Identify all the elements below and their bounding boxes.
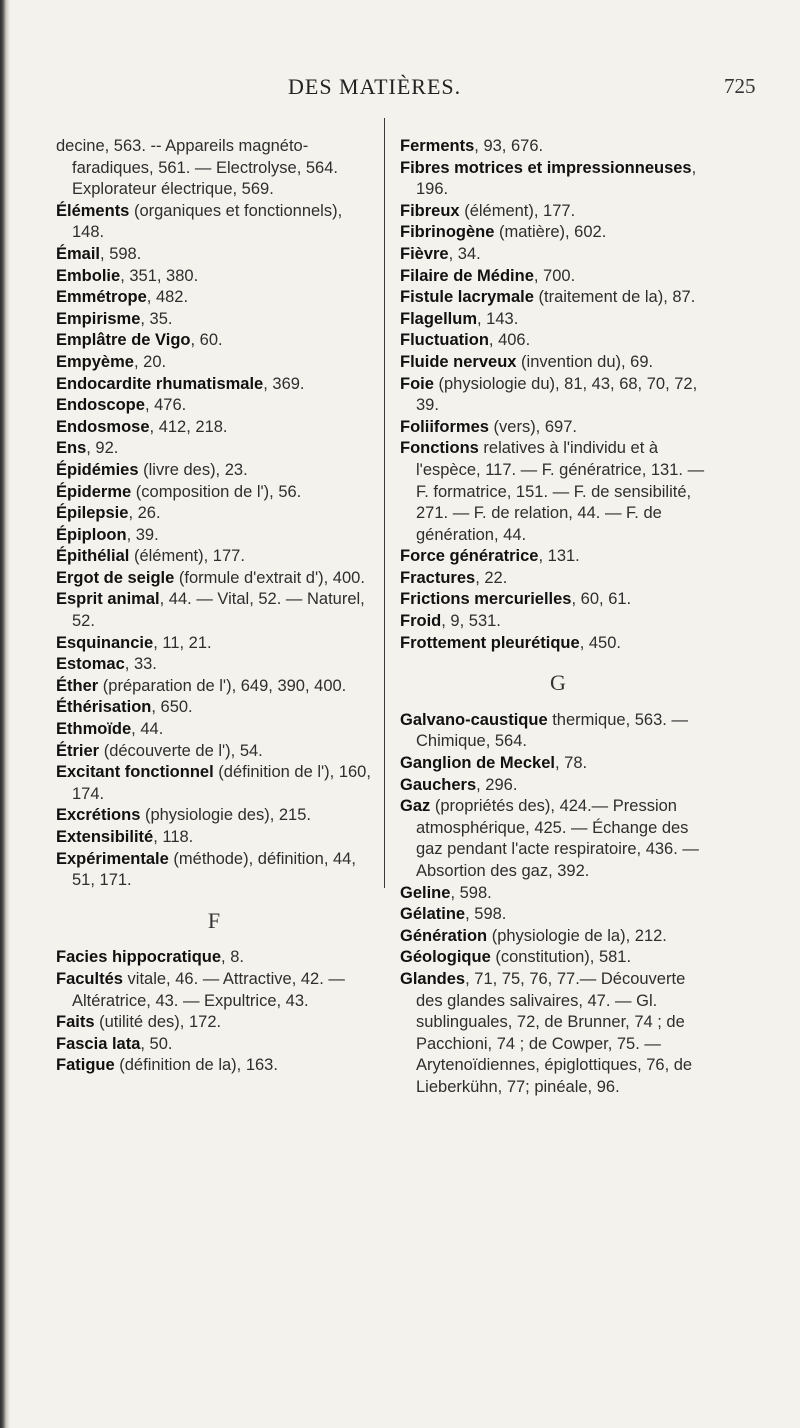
- index-references: , 44.: [131, 720, 164, 739]
- index-entry: [56, 287, 372, 309]
- index-references: , 35.: [140, 309, 173, 328]
- index-references: , 9, 531.: [441, 612, 501, 631]
- index-references: , 351, 380.: [120, 266, 199, 285]
- index-references: vitale, 46. — Attractive, 42. — Altératrice, 43. — Expultrice, 43.: [72, 969, 345, 1010]
- index-references: , 598.: [465, 905, 507, 924]
- left-entries-b: [56, 947, 372, 1077]
- index-entry: [56, 244, 372, 266]
- index-term: Fistule lacrymale: [400, 288, 534, 307]
- index-references: (composition de l'), 56.: [131, 482, 302, 501]
- index-references: , 369.: [263, 374, 305, 393]
- index-term: Génération: [400, 926, 488, 945]
- index-references: , 11, 21.: [153, 633, 212, 652]
- index-term: Fibrinogène: [400, 223, 495, 242]
- index-term: Esprit animal: [56, 590, 160, 609]
- index-references: , 92.: [86, 439, 119, 458]
- index-entry: [400, 222, 716, 244]
- index-term: Fluide nerveux: [400, 352, 517, 371]
- running-head-title: DES MATIÈRES.: [288, 74, 462, 99]
- index-entry: [400, 374, 716, 417]
- index-references: , 482.: [146, 288, 189, 307]
- column-divider: [384, 118, 385, 888]
- index-term: Gauchers: [400, 775, 477, 794]
- index-references: (formule d'extrait d'), 400.: [174, 568, 365, 587]
- index-term: Éléments: [56, 201, 130, 220]
- index-term: Fluctuation: [400, 331, 489, 350]
- index-references: , 22.: [475, 568, 508, 587]
- index-term: Fibreux: [400, 201, 460, 220]
- index-entry: [400, 287, 716, 309]
- index-term: Épilepsie: [56, 504, 129, 523]
- index-term: Filaire de Médine: [400, 266, 534, 285]
- index-references: (utilité des), 172.: [94, 1013, 222, 1032]
- index-term: Étrier: [56, 741, 100, 760]
- index-entry: [400, 753, 716, 775]
- index-term: Fonctions: [400, 439, 479, 458]
- index-term: Ferments: [400, 137, 475, 155]
- index-entry: [56, 309, 372, 331]
- index-term: Ergot de seigle: [56, 568, 175, 587]
- index-entry: [56, 201, 372, 244]
- index-entry: [400, 438, 716, 546]
- index-term: Extensibilité: [56, 828, 154, 846]
- index-term: Ethmoïde: [56, 720, 132, 739]
- index-references: thermique, 563. — Chimique, 564.: [416, 710, 688, 751]
- index-term: Fatigue: [56, 1056, 115, 1075]
- index-references: , 650.: [151, 698, 193, 717]
- index-entry: [400, 568, 716, 590]
- index-entry: [56, 568, 372, 590]
- index-references: (propriétés des), 424.— Pression atmosphérique, 425. — Échange des gaz pendant l'acte respiratoire, 436. — Absortion des gaz, 392.: [416, 797, 699, 880]
- index-references: relatives à l'individu et à l'espèce, 117. — F. génératrice, 131. — F. formatrice, 151. — F. de sensibilité, 271. — F. de relation, 44. — F. de génération, 44.: [416, 439, 705, 544]
- index-term: Galvano-caustique: [400, 710, 548, 729]
- index-entry: [56, 525, 372, 547]
- index-entry: [400, 710, 716, 753]
- index-references: , 118.: [153, 828, 194, 846]
- index-entry: [56, 762, 372, 805]
- index-term: Emmétrope: [56, 288, 147, 307]
- index-references: , 33.: [124, 655, 157, 674]
- index-entry: [400, 266, 716, 288]
- index-term: Estomac: [56, 655, 125, 674]
- running-head: [0, 0, 800, 99]
- index-term: Fractures: [400, 568, 476, 587]
- index-entry: [56, 589, 372, 632]
- index-references: (physiologie de la), 212.: [487, 926, 667, 945]
- index-references: (invention du), 69.: [516, 352, 654, 371]
- index-entry: [400, 309, 716, 331]
- index-entry: [56, 546, 372, 568]
- index-term: Embolie: [56, 266, 121, 285]
- index-entry: [56, 503, 372, 525]
- index-term: Foliiformes: [400, 417, 489, 436]
- index-entry: [400, 330, 716, 352]
- index-entry: [400, 589, 716, 611]
- index-term: Emplâtre de Vigo: [56, 331, 191, 350]
- binding-edge: [0, 0, 10, 1428]
- right-entries-a: [400, 136, 716, 654]
- index-term: Gélatine: [400, 905, 466, 924]
- index-entry: [400, 136, 716, 158]
- index-references: (constitution), 581.: [490, 948, 632, 967]
- index-entry: [400, 926, 716, 948]
- index-entry: [56, 805, 372, 827]
- index-references: (vers), 697.: [488, 417, 577, 436]
- index-entry: [56, 676, 372, 698]
- index-references: , 78.: [554, 754, 588, 773]
- left-column: [56, 136, 372, 1077]
- index-entry: [56, 352, 372, 374]
- index-term: Émail: [56, 244, 101, 263]
- index-entry: [56, 697, 372, 719]
- section-letter-f: F: [207, 907, 221, 933]
- left-entries-a: [56, 136, 372, 892]
- index-term: Épiderme: [56, 482, 132, 501]
- index-entry: [400, 969, 716, 1099]
- index-term: Excitant fonctionnel: [56, 763, 214, 782]
- index-references: , 476.: [144, 396, 187, 415]
- index-term: Frictions mercurielles: [400, 590, 572, 609]
- index-term: Gaz: [400, 797, 431, 816]
- index-term: Facies hippocratique: [56, 948, 222, 967]
- index-term: Ens: [56, 439, 87, 458]
- index-references: , 143.: [477, 309, 519, 328]
- index-references: , 412, 218.: [149, 417, 228, 436]
- index-entry: [400, 947, 716, 969]
- index-entry: [56, 969, 372, 1012]
- index-term: Fascia lata: [56, 1034, 141, 1053]
- index-entry: [56, 136, 372, 201]
- index-term: Endoscope: [56, 396, 145, 415]
- index-entry: [400, 775, 716, 797]
- index-references: (méthode), définition, 44, 51, 171.: [72, 849, 356, 890]
- index-term: Éther: [56, 676, 99, 695]
- index-entry: [400, 244, 716, 266]
- index-references: , 598.: [100, 244, 142, 263]
- index-term: Épiploon: [56, 525, 127, 544]
- index-references: (préparation de l'), 649, 390, 400.: [98, 676, 347, 695]
- index-term: Foie: [400, 374, 434, 393]
- index-entry: [56, 654, 372, 676]
- index-entry: [56, 1012, 372, 1034]
- index-entry: [56, 395, 372, 417]
- index-entry: [400, 546, 716, 568]
- index-references: , 50.: [140, 1034, 173, 1053]
- index-references: (définition de la), 163.: [114, 1056, 278, 1075]
- index-entry: [400, 883, 716, 905]
- index-entry: [56, 482, 372, 504]
- index-references: (définition de l'), 160, 174.: [72, 763, 371, 803]
- index-entry: [56, 266, 372, 288]
- right-column: [400, 136, 716, 1099]
- index-references: , 93, 676.: [474, 137, 544, 155]
- index-references: decine, 563. -- Appareils magnéto-faradiques, 561. — Electrolyse, 564. Explorateur électrique, 569.: [56, 137, 338, 199]
- index-references: (organiques et fonctionnels), 148.: [72, 201, 343, 242]
- index-references: , 131.: [538, 547, 580, 566]
- index-term: Éthérisation: [56, 698, 152, 717]
- index-references: , 8.: [221, 948, 244, 967]
- index-term: Froid: [400, 612, 442, 631]
- index-entry: [400, 904, 716, 926]
- index-references: , 60.: [190, 331, 223, 350]
- index-references: , 60, 61.: [571, 590, 632, 609]
- index-references: , 71, 75, 76, 77.— Découverte des glandes salivaires, 47. — Gl. sublinguales, 72, de Brunner, 74 ; de Pacchioni, 74 ; de Cowper, 75. — Arytenoïdiennes, épiglottiques, 76, de Lieberkühn, 77; pinéale, 96.: [416, 969, 693, 1096]
- index-term: Facultés: [56, 969, 123, 988]
- index-term: Esquinancie: [56, 633, 154, 652]
- index-references: , 406.: [488, 331, 531, 350]
- index-term: Expérimentale: [56, 849, 169, 868]
- section-letter-g: G: [550, 670, 566, 696]
- index-references: , 26.: [128, 504, 161, 523]
- index-references: , 44. — Vital, 52. — Naturel, 52.: [72, 590, 365, 631]
- index-entry: [56, 374, 372, 396]
- index-entry: [56, 947, 372, 969]
- index-term: Épidémies: [56, 460, 139, 479]
- index-references: (physiologie du), 81, 43, 68, 70, 72, 39.: [416, 374, 698, 415]
- index-references: (matière), 602.: [494, 223, 607, 242]
- index-entry: [56, 719, 372, 741]
- index-term: Géologique: [400, 948, 491, 967]
- index-references: , 34.: [448, 244, 481, 263]
- index-term: Flagellum: [400, 309, 478, 328]
- index-term: Fièvre: [400, 244, 449, 263]
- index-references: , 196.: [416, 158, 697, 199]
- index-term: Empyème: [56, 352, 134, 371]
- index-entry: [56, 633, 372, 655]
- index-references: , 598.: [450, 883, 492, 902]
- index-term: Glandes: [400, 969, 466, 988]
- index-term: Endosmose: [56, 417, 150, 436]
- index-term: Empirisme: [56, 309, 141, 328]
- index-entry: [56, 417, 372, 439]
- index-references: , 20.: [133, 352, 167, 371]
- index-entry: [56, 1055, 372, 1077]
- index-references: , 450.: [579, 633, 621, 652]
- index-references: , 296.: [476, 775, 518, 794]
- index-references: (découverte de l'), 54.: [99, 741, 263, 760]
- index-entry: [400, 633, 716, 655]
- index-term: Excrétions: [56, 806, 141, 825]
- index-entry: [56, 827, 372, 849]
- index-references: (élément), 177.: [129, 547, 245, 566]
- index-entry: [400, 796, 716, 882]
- index-term: Frottement pleurétique: [400, 633, 580, 652]
- index-term: Faits: [56, 1013, 95, 1032]
- right-entries-b: [400, 710, 716, 1099]
- index-references: , 39.: [126, 525, 159, 544]
- index-references: (livre des), 23.: [138, 460, 248, 479]
- index-entry: [400, 201, 716, 223]
- index-references: , 700.: [533, 266, 576, 285]
- index-references: (physiologie des), 215.: [140, 806, 311, 825]
- index-entry: [400, 417, 716, 439]
- index-entry: [56, 330, 372, 352]
- index-term: Force génératrice: [400, 547, 539, 566]
- index-entry: [56, 460, 372, 482]
- index-entry: [56, 1034, 372, 1056]
- index-entry: [56, 438, 372, 460]
- index-entry: [56, 741, 372, 763]
- index-entry: [400, 611, 716, 633]
- index-references: (traitement de la), 87.: [533, 288, 696, 307]
- index-entry: [400, 352, 716, 374]
- index-term: Fibres motrices et impressionneuses: [400, 158, 692, 177]
- index-term: Ganglion de Meckel: [400, 754, 555, 773]
- index-entry: [56, 849, 372, 892]
- page-number: 725: [724, 74, 756, 98]
- index-references: (élément), 177.: [459, 201, 576, 220]
- index-entry: [400, 158, 716, 201]
- index-term: Geline: [400, 883, 451, 902]
- index-term: Épithélial: [56, 547, 130, 566]
- index-term: Endocardite rhumatismale: [56, 374, 264, 393]
